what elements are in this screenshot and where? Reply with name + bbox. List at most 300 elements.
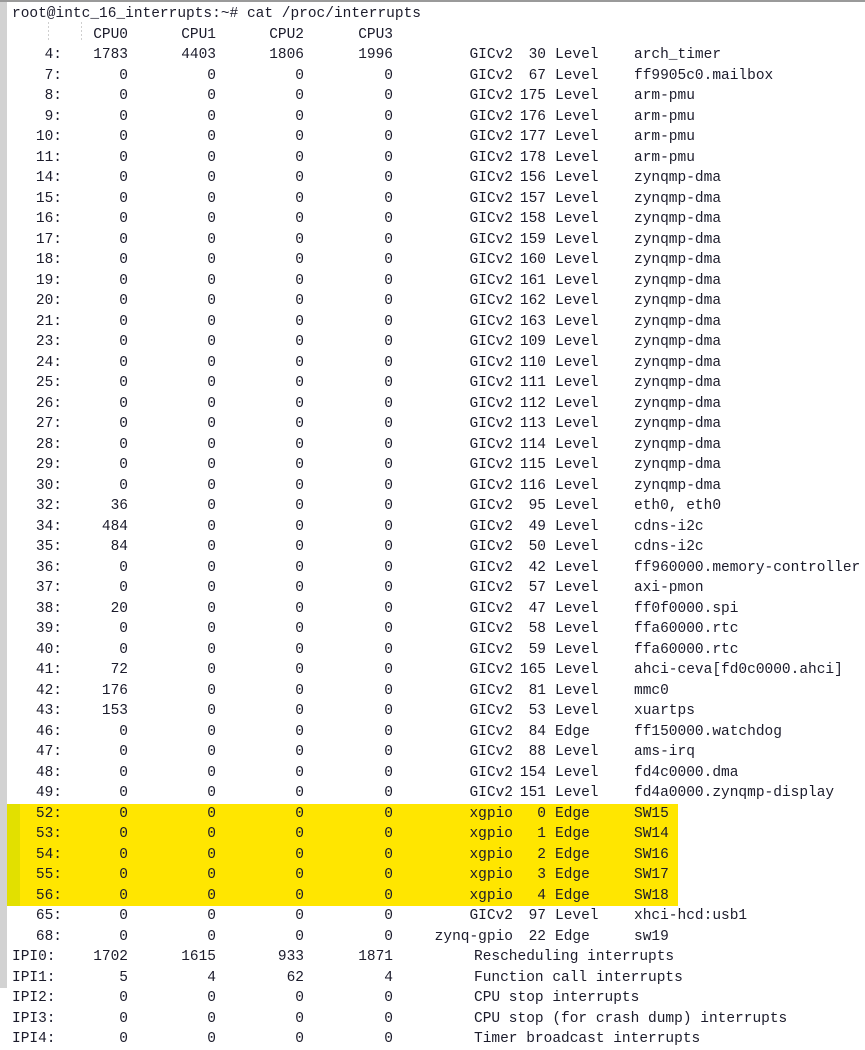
cell-irq-chip: GICv2 [469,149,513,166]
cell-cpu2-count: 0 [295,88,304,104]
cell-cpu3-count: 0 [384,293,393,309]
cell-cpu2-count: 0 [295,559,304,576]
cell-hwirq: 162 [519,293,546,309]
cell-hwirq: 111 [519,375,546,391]
cell-cpu0-count: 484 [101,518,128,535]
cell-cpu3-count: 0 [384,744,393,760]
cell-trigger-type: Level [555,67,599,84]
cell-irq-chip: GICv2 [469,580,513,596]
cell-cpu1-count: 0 [207,641,216,658]
cell-cpu3-count: 0 [384,785,393,801]
table-row [0,537,865,558]
cell-trigger-type: Level [555,231,599,248]
cell-cpu1-count: 0 [207,211,216,227]
cell-trigger-type: Edge [555,826,590,842]
cell-trigger-type: Level [555,354,599,371]
cell-cpu2-count: 62 [286,969,304,986]
cell-irq-chip: GICv2 [469,518,513,535]
cell-trigger-type: Edge [555,928,590,945]
cell-device-name: ffa60000.rtc [634,621,739,637]
table-row [0,476,865,497]
cell-irq-chip: GICv2 [469,190,513,207]
cell-irq-chip: GICv2 [469,375,513,391]
cell-device-name: mmc0 [634,682,669,699]
cell-cpu2-count: 0 [295,621,304,637]
cell-trigger-type: Level [555,129,599,145]
cell-trigger-type: Level [555,764,599,781]
cell-irq-chip: GICv2 [469,600,513,617]
cell-hwirq: 53 [528,703,546,719]
table-row [0,619,865,640]
cell-hwirq: 161 [519,272,546,289]
cell-cpu3-count: 0 [384,559,393,576]
table-row [0,230,865,251]
table-row [0,168,865,189]
table-row [0,722,865,743]
cell-cpu2-count: 933 [277,949,304,965]
cell-cpu0-count: 0 [119,1010,128,1027]
cell-trigger-type: Level [555,293,599,309]
table-row [0,209,865,230]
cell-device-name: zynqmp-dma [634,272,722,289]
cell-irq: 48: [35,764,62,781]
cell-cpu1-count: 0 [207,723,216,740]
cell-cpu0-count: 0 [119,272,128,289]
cell-irq: 68: [35,928,62,945]
table-row [0,804,865,825]
cell-hwirq: 113 [519,416,546,432]
table-row [0,824,865,845]
table-row [0,394,865,415]
cell-cpu0-count: 0 [119,252,128,268]
cell-cpu2-count: 0 [295,580,304,596]
cell-cpu3-count: 0 [384,170,393,186]
cell-cpu2-count: 0 [295,723,304,740]
cell-irq: 37: [35,580,62,596]
cell-cpu1-count: 0 [207,559,216,576]
cell-cpu0-count: 0 [119,805,128,822]
cell-device-name: zynqmp-dma [634,231,722,248]
cell-irq-chip: GICv2 [469,313,513,330]
cell-irq: 10: [35,129,62,145]
cell-device-name: zynqmp-dma [634,375,722,391]
cell-cpu1-count: 0 [207,744,216,760]
table-row [0,107,865,128]
cell-irq: 24: [35,354,62,371]
cell-irq-chip: GICv2 [469,108,513,125]
cell-cpu0-count: 72 [110,662,128,678]
cell-cpu2-count: 0 [295,108,304,125]
cell-irq: 30: [35,477,62,494]
cell-irq-chip: GICv2 [469,662,513,678]
cell-cpu1-count: 0 [207,867,216,883]
cell-cpu1-count: 0 [207,354,216,371]
cell-cpu3-count: 0 [384,908,393,924]
table-row [0,353,865,374]
table-row [0,640,865,661]
cell-cpu3-count: 0 [384,272,393,289]
cell-irq-chip: GICv2 [469,272,513,289]
cell-cpu2-count: 0 [295,764,304,781]
column-guide-artifact [48,22,49,42]
cell-ipi-description: CPU stop (for crash dump) interrupts [474,1010,788,1027]
cell-cpu1-count: 0 [207,129,216,145]
cell-cpu1-count: 0 [207,67,216,84]
cell-device-name: zynqmp-dma [634,477,722,494]
cell-cpu3-count: 0 [384,846,393,863]
cell-cpu0-count: 84 [110,539,128,555]
table-row [0,45,865,66]
cell-cpu1-count: 0 [207,990,216,1006]
cell-cpu0-count: 0 [119,621,128,637]
cell-hwirq: 160 [519,252,546,268]
cell-trigger-type: Level [555,108,599,125]
cell-cpu1-count: 0 [207,621,216,637]
cell-cpu1-count: 0 [207,272,216,289]
cell-cpu3-count: 0 [384,88,393,104]
table-row [0,496,865,517]
cell-trigger-type: Edge [555,846,590,863]
cell-irq-chip: GICv2 [469,293,513,309]
table-row [0,250,865,271]
table-row [0,332,865,353]
cell-cpu2-count: 0 [295,477,304,494]
cell-cpu2-count: 0 [295,826,304,842]
cell-cpu0-count: 0 [119,990,128,1006]
cell-irq: 19: [35,272,62,289]
cell-cpu0-count: 0 [119,887,128,904]
cell-cpu2-count: 0 [295,231,304,248]
cell-irq-chip: GICv2 [469,252,513,268]
cell-cpu1-count: 0 [207,498,216,514]
cell-device-name: fd4a0000.zynqmp-display [634,785,835,801]
cell-irq: 36: [35,559,62,576]
cell-cpu3-count: 0 [384,539,393,555]
table-row [0,783,865,804]
cell-trigger-type: Level [555,477,599,494]
cell-irq: 8: [44,88,62,104]
cell-irq-chip: xgpio [469,887,513,904]
cell-cpu3-count: 0 [384,723,393,740]
cell-irq-chip: GICv2 [469,703,513,719]
cell-trigger-type: Level [555,457,599,473]
cell-cpu1-count: 0 [207,846,216,863]
cell-cpu3-count: 0 [384,477,393,494]
cell-cpu0-count: 0 [119,334,128,350]
cell-cpu3-count: 4 [384,969,393,986]
cell-irq-chip: GICv2 [469,211,513,227]
cell-device-name: arm-pmu [634,149,695,166]
cell-irq-chip: GICv2 [469,539,513,555]
cell-cpu2-count: 0 [295,334,304,350]
cell-cpu0-count: 0 [119,416,128,432]
cell-irq: 16: [35,211,62,227]
cell-cpu0-count: 0 [119,928,128,945]
column-guide-artifact [81,22,82,42]
cell-hwirq: 116 [519,477,546,494]
cell-cpu3-count: 0 [384,682,393,699]
cell-hwirq: 163 [519,313,546,330]
cell-cpu0-count: 0 [119,211,128,227]
cell-cpu2-count: 0 [295,600,304,617]
cell-irq: 49: [35,785,62,801]
cell-cpu0-count: 0 [119,170,128,186]
cell-device-name: zynqmp-dma [634,170,722,186]
cell-cpu3-count: 0 [384,436,393,453]
cell-device-name: SW14 [634,826,669,842]
cell-cpu3-count: 0 [384,887,393,904]
cell-device-name: arm-pmu [634,129,695,145]
cell-cpu0-count: 1702 [93,949,128,965]
cell-irq-chip: GICv2 [469,498,513,514]
cell-irq-chip: GICv2 [469,129,513,145]
cell-cpu1-count: 0 [207,457,216,473]
cell-irq: 9: [44,108,62,125]
cell-cpu0-count: 0 [119,88,128,104]
cell-cpu2-count: 0 [295,805,304,822]
ipi-row [0,1009,865,1030]
cell-irq: 47: [35,744,62,760]
cell-hwirq: 112 [519,395,546,412]
cell-hwirq: 58 [528,621,546,637]
cell-cpu3-count: 0 [384,867,393,883]
cell-irq: 21: [35,313,62,330]
cell-cpu1-count: 0 [207,190,216,207]
cell-trigger-type: Level [555,334,599,350]
cell-ipi-label: IPI2: [12,990,56,1006]
cell-cpu0-count: 0 [119,723,128,740]
cell-cpu3-count: 0 [384,826,393,842]
cell-trigger-type: Level [555,498,599,514]
cell-trigger-type: Level [555,416,599,432]
cell-hwirq: 156 [519,170,546,186]
table-row [0,886,865,907]
cell-cpu0-count: 0 [119,826,128,842]
cell-irq-chip: GICv2 [469,621,513,637]
table-row [0,189,865,210]
cell-cpu3-count: 0 [384,703,393,719]
cell-cpu2-count: 0 [295,498,304,514]
cell-cpu0-count: 0 [119,231,128,248]
cell-cpu2-count: 0 [295,1010,304,1027]
cell-device-name: ams-irq [634,744,695,760]
cell-cpu3-count: 0 [384,190,393,207]
cell-device-name: zynqmp-dma [634,416,722,432]
cell-irq-chip: GICv2 [469,334,513,350]
table-row [0,578,865,599]
cell-hwirq: 109 [519,334,546,350]
cell-cpu0-count: 0 [119,641,128,658]
table-row [0,312,865,333]
cell-irq: 18: [35,252,62,268]
cell-hwirq: 175 [519,88,546,104]
cell-cpu2-count: 0 [295,170,304,186]
cell-irq-chip: GICv2 [469,67,513,84]
cell-irq: 38: [35,600,62,617]
cell-ipi-description: Rescheduling interrupts [474,949,675,965]
table-row [0,148,865,169]
cell-hwirq: 95 [528,498,546,514]
cell-trigger-type: Level [555,559,599,576]
cell-hwirq: 159 [519,231,546,248]
cell-irq-chip: xgpio [469,805,513,822]
cell-cpu2-count: 0 [295,908,304,924]
cell-device-name: ahci-ceva[fd0c0000.ahci] [634,662,843,678]
cell-cpu3-count: 0 [384,805,393,822]
cell-cpu0-count: 0 [119,1031,128,1047]
cell-device-name: zynqmp-dma [634,252,722,268]
cell-irq: 55: [35,867,62,883]
table-header-row [0,25,865,46]
cell-cpu0-count: 176 [101,682,128,699]
cell-irq: 11: [35,149,62,166]
cell-irq-chip: GICv2 [469,785,513,801]
cell-cpu0-count: 0 [119,354,128,371]
cell-cpu1-count: 1615 [181,949,216,965]
table-row [0,558,865,579]
cell-irq: 28: [35,436,62,453]
cell-hwirq: 157 [519,190,546,207]
cell-trigger-type: Level [555,211,599,227]
cell-cpu1-count: 0 [207,416,216,432]
cell-trigger-type: Level [555,662,599,678]
cell-device-name: fd4c0000.dma [634,764,739,781]
cell-irq: 56: [35,887,62,904]
cell-cpu2-count: 0 [295,416,304,432]
cell-trigger-type: Level [555,313,599,330]
table-row [0,86,865,107]
cell-cpu3-count: 0 [384,600,393,617]
cell-cpu3-count: 0 [384,211,393,227]
cell-irq: 46: [35,723,62,740]
cell-hwirq: 1 [537,826,546,842]
cell-irq: 23: [35,334,62,350]
cell-device-name: zynqmp-dma [634,395,722,412]
cell-irq: 34: [35,518,62,535]
cell-irq-chip: GICv2 [469,682,513,699]
cell-device-name: SW18 [634,887,669,904]
cell-cpu1-count: 0 [207,908,216,924]
cell-cpu3-count: 0 [384,231,393,248]
cell-cpu3-count: 0 [384,1010,393,1027]
cell-trigger-type: Level [555,47,599,63]
cell-cpu2-count: 0 [295,129,304,145]
cell-cpu0-count: 5 [119,969,128,986]
cell-irq-chip: GICv2 [469,908,513,924]
cell-trigger-type: Level [555,580,599,596]
table-row [0,681,865,702]
cell-cpu0-count: 0 [119,846,128,863]
cell-cpu3-count: 0 [384,108,393,125]
cell-trigger-type: Level [555,375,599,391]
cell-trigger-type: Level [555,744,599,760]
cell-cpu2-count: 0 [295,190,304,207]
cell-cpu1-count: 0 [207,805,216,822]
cell-cpu0-count: 153 [101,703,128,719]
ipi-row [0,1029,865,1047]
cell-cpu1-count: 0 [207,252,216,268]
cell-irq-chip: xgpio [469,867,513,883]
cell-cpu1-count: 0 [207,887,216,904]
cell-hwirq: 42 [528,559,546,576]
cell-cpu1-count: 0 [207,580,216,596]
cell-device-name: xuartps [634,703,695,719]
cell-cpu2-count: 0 [295,846,304,863]
ipi-rows [0,947,865,1047]
cell-trigger-type: Edge [555,887,590,904]
cell-cpu1-count: 0 [207,108,216,125]
cell-cpu3-count: 0 [384,990,393,1006]
table-row [0,865,865,886]
cell-cpu2-count: 0 [295,436,304,453]
cell-hwirq: 50 [528,539,546,555]
cell-hwirq: 176 [519,108,546,125]
cell-irq: 41: [35,662,62,678]
cell-cpu3-count: 0 [384,498,393,514]
cell-trigger-type: Level [555,682,599,699]
table-row [0,66,865,87]
column-header-cpu0: CPU0 [93,26,128,43]
cell-cpu1-count: 4403 [181,47,216,63]
cell-cpu2-count: 0 [295,990,304,1006]
table-row [0,127,865,148]
cell-cpu1-count: 0 [207,170,216,186]
cell-cpu1-count: 0 [207,1010,216,1027]
cell-ipi-description: CPU stop interrupts [474,990,640,1006]
cell-cpu3-count: 0 [384,928,393,945]
column-header-cpu1: CPU1 [181,26,216,43]
cell-device-name: arch_timer [634,47,722,63]
cell-hwirq: 110 [519,354,546,371]
cell-cpu0-count: 0 [119,580,128,596]
cell-hwirq: 49 [528,518,546,535]
cell-device-name: arm-pmu [634,108,695,125]
cell-irq-chip: GICv2 [469,170,513,186]
cell-cpu0-count: 0 [119,744,128,760]
cell-hwirq: 59 [528,641,546,658]
cell-irq: 7: [44,67,62,84]
cell-cpu1-count: 0 [207,375,216,391]
cell-trigger-type: Level [555,149,599,166]
cell-cpu0-count: 0 [119,908,128,924]
cell-cpu3-count: 0 [384,313,393,330]
cell-cpu3-count: 0 [384,252,393,268]
cell-cpu3-count: 0 [384,416,393,432]
cell-irq-chip: GICv2 [469,88,513,104]
cell-cpu1-count: 0 [207,764,216,781]
cell-cpu3-count: 1996 [358,47,393,63]
cell-cpu2-count: 0 [295,395,304,412]
cell-cpu3-count: 0 [384,764,393,781]
cell-irq-chip: GICv2 [469,477,513,494]
cell-trigger-type: Level [555,436,599,453]
cell-irq: 43: [35,703,62,719]
cell-cpu1-count: 0 [207,928,216,945]
cell-hwirq: 3 [537,867,546,883]
cell-cpu2-count: 0 [295,313,304,330]
cell-cpu2-count: 0 [295,641,304,658]
cell-device-name: eth0, eth0 [634,498,722,514]
cell-irq-chip: xgpio [469,846,513,863]
cell-cpu3-count: 0 [384,641,393,658]
cell-cpu2-count: 0 [295,518,304,535]
cell-cpu3-count: 0 [384,129,393,145]
cell-irq: 39: [35,621,62,637]
cell-cpu1-count: 0 [207,477,216,494]
cell-irq: 53: [35,826,62,842]
cell-device-name: sw19 [634,928,669,945]
cell-hwirq: 57 [528,580,546,596]
